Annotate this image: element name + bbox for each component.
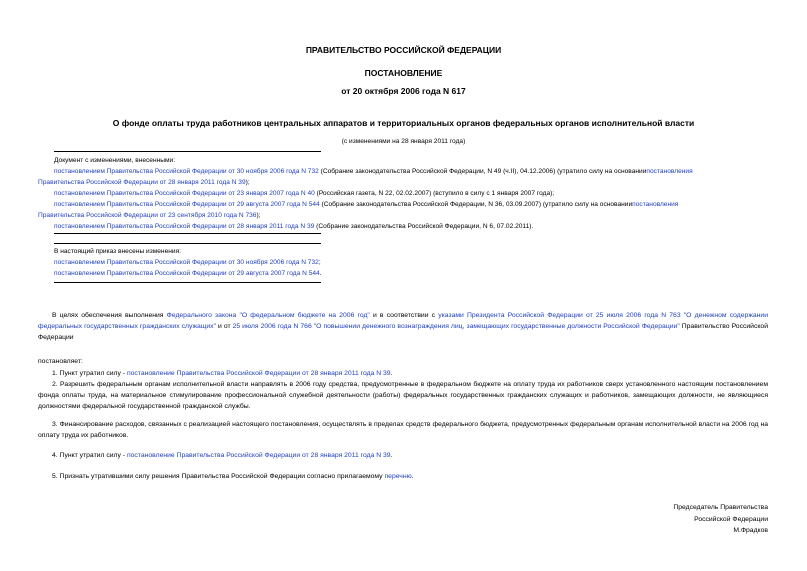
changes-intro: Документ с изменениями, внесенными:: [54, 157, 176, 164]
change-item: постановлением Правительства Российской Федерации от 28 января 2011 года N 39 (Собрание законодательства Российской Федерации, N 6, 07.02.2011).: [54, 223, 534, 230]
revision-note: (с изменениями на 28 января 2011 года): [341, 138, 466, 145]
change-link[interactable]: постановлением Правительства Российской Федерации от 23 января 2007 года N 40: [54, 190, 315, 197]
decree-link[interactable]: указами Президента Российской Федерации от 25 июля 2006 года N 763 "О денежном содержании федеральных государственных гражданских служащих": [38, 312, 769, 331]
change-link[interactable]: постановления: [632, 201, 679, 208]
change-link[interactable]: постановления: [646, 168, 693, 175]
item-link[interactable]: постановление Правительства Российской Федерации от 28 января 2011 года N 39: [126, 370, 391, 377]
change-item-cont: Правительства Российской Федерации от 28 января 2011 года N 39);: [38, 179, 250, 186]
order-intro: В настоящий приказ внесены изменения:: [54, 248, 181, 255]
order-link[interactable]: постановлением Правительства Российской Федерации от 30 ноября 2006 года N 732: [54, 259, 319, 266]
change-item: постановлением Правительства Российской Федерации от 29 августа 2007 года N 544 (Собрание законодательства Российской Федерации, N 36, 03.09.2007) (утратило силу на основаниипостановления: [54, 201, 679, 208]
change-link[interactable]: Правительства Российской Федерации от 23 сентября 2010 года N 736: [38, 212, 257, 219]
decides-label: постановляет:: [38, 358, 83, 365]
order-item: постановлением Правительства Российской Федерации от 29 августа 2007 года N 544.: [54, 270, 322, 277]
item-5: 5. Признать утратившими силу решения Правительства Российской Федерации согласно прилагаемому перечню.: [52, 473, 414, 480]
change-link[interactable]: постановлением Правительства Российской Федерации от 29 августа 2007 года N 544: [54, 201, 320, 208]
item-3: 3. Финансирование расходов, связанных с реализацией настоящего постановления, осуществлять в пределах средств федерального бюджета, предусмотренных федеральным органам исполнительной власти на 2006 год на оплату труда их работников.: [38, 421, 768, 440]
decree-link[interactable]: 25 июля 2006 года N 766 "О повышении денежного вознаграждения лиц, замещающих государственные должности Российской Федерации": [232, 323, 680, 331]
signature-name: М.Фрадков: [733, 527, 768, 534]
law-link[interactable]: Федерального закона "О федеральном бюджете на 2006 год": [166, 312, 370, 319]
change-link[interactable]: Правительства Российской Федерации от 28 января 2011 года N 39: [38, 179, 246, 186]
divider: [54, 282, 321, 283]
signature-position: Председатель Правительства: [673, 504, 768, 511]
change-link[interactable]: постановлением Правительства Российской Федерации от 28 января 2011 года N 39: [54, 223, 315, 230]
order-item: постановлением Правительства Российской Федерации от 30 ноября 2006 года N 732;: [54, 259, 321, 266]
change-link[interactable]: постановлением Правительства Российской Федерации от 30 ноября 2006 года N 732: [54, 168, 319, 175]
government-title: ПРАВИТЕЛЬСТВО РОССИЙСКОЙ ФЕДЕРАЦИИ: [305, 45, 502, 55]
signature-country: Российской Федерации: [694, 515, 768, 523]
divider: [54, 233, 321, 234]
change-item: постановлением Правительства Российской Федерации от 23 января 2007 года N 40 (Российская газета, N 22, 02.02.2007) (вступило в силу с 1 января 2007 года);: [54, 190, 555, 197]
change-item-cont: Правительства Российской Федерации от 23 сентября 2010 года N 736);: [38, 212, 261, 219]
document-date-number: от 20 октября 2006 года N 617: [341, 86, 466, 96]
document-title: О фонде оплаты труда работников центральных аппаратов и территориальных органов федеральных органов исполнительной власти: [112, 118, 695, 128]
item-2: 2. Разрешить федеральным органам исполнительной власти направлять в 2006 году средства, предусмотренные в федеральном бюджете на оплату труда их работников сверх установленного настоящим постановлением фонда оплаты труда, на материальное стимулирование профессиональной служебной деятельности (работы) федеральных государственных гражданских служащих и работников, замещающих должности, не являющиеся должностями федеральной государственной гражданской службы.: [38, 381, 768, 411]
item-4: 4. Пункт утратил силу - постановление Правительства Российской Федерации от 28 января 2011 года N 39.: [52, 452, 393, 459]
document-type: ПОСТАНОВЛЕНИЕ: [364, 68, 443, 78]
divider: [54, 243, 321, 244]
signature-block: [673, 502, 768, 537]
annex-link[interactable]: перечню: [384, 473, 412, 480]
divider: [54, 151, 321, 152]
order-link[interactable]: постановлением Правительства Российской Федерации от 29 августа 2007 года N 544: [54, 270, 320, 277]
item-link[interactable]: постановление Правительства Российской Федерации от 28 января 2011 года N 39: [126, 452, 391, 459]
preamble: В целях обеспечения выполнения Федерального закона "О федеральном бюджете на 2006 год" и в соответствии с указами Президента Российской Федерации от 25 июля 2006 года N 763 "О денежном содержании федеральных государственных гражданских служащих" и от 25 июля 2006 года N 766 "О повышении денежного вознаграждения лиц, замещающих государственные должности Российской Федерации" Правительство Российской Федерации: [38, 312, 769, 342]
change-item: постановлением Правительства Российской Федерации от 30 ноября 2006 года N 732 (Собрание законодательства Российской Федерации, N 49 (ч.II), 04.12.2006) (утратило силу на основаниипостановления: [54, 168, 693, 175]
item-1: 1. Пункт утратил силу - постановление Правительства Российской Федерации от 28 января 2011 года N 39.: [52, 370, 393, 377]
